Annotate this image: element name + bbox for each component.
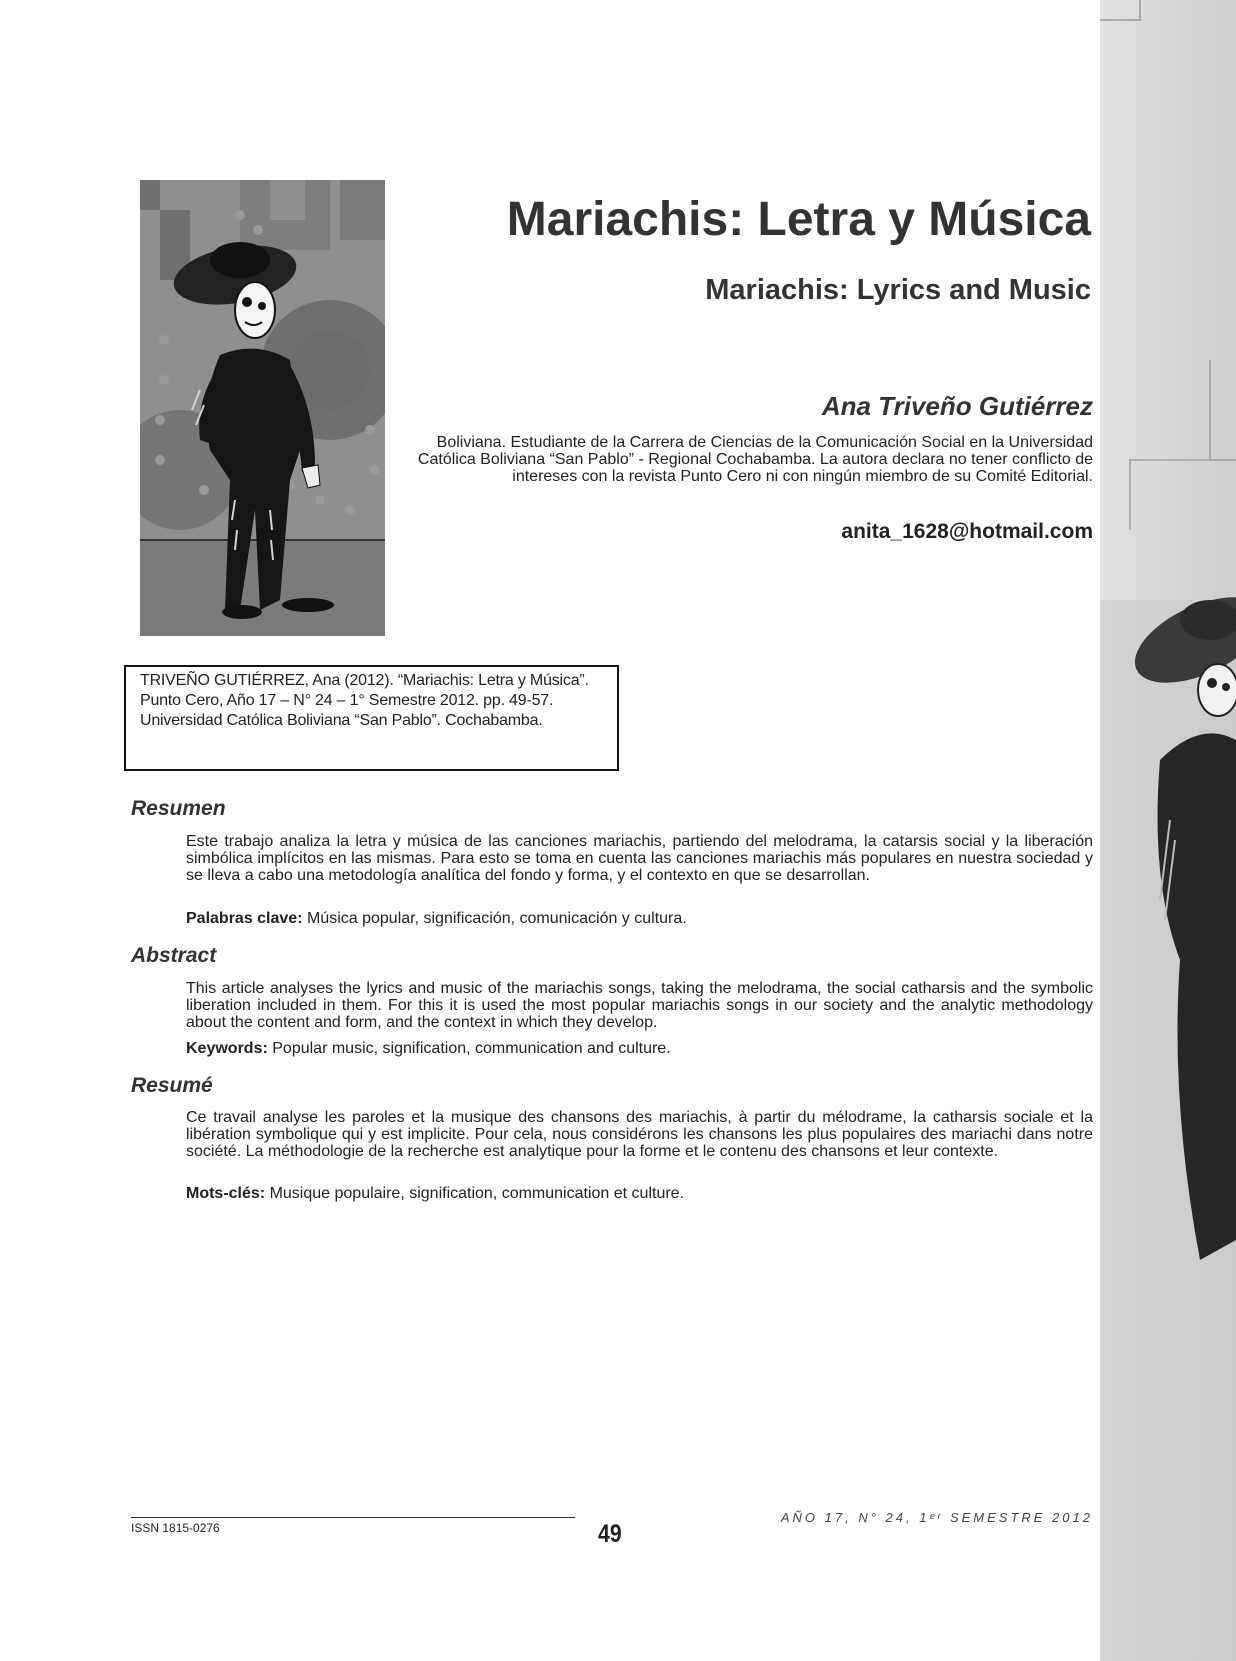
author-name: Ana Triveño Gutiérrez (821, 391, 1093, 421)
citation-line: TRIVEÑO GUTIÉRREZ, Ana (2012). “Mariachis: Letra y Música”. (140, 672, 589, 689)
decorative-side-band (1100, 0, 1236, 1661)
issue-info: AÑO 17, N° 24, 1ᵉʳ SEMESTRE 2012 (780, 1510, 1093, 1525)
author-email[interactable]: anita_1628@hotmail.com (841, 520, 1093, 543)
keywords-text: Popular music, signification, communication and culture. (267, 1040, 671, 1057)
article-title: Mariachis: Letra y Música (506, 193, 1091, 246)
citation-box (124, 665, 619, 771)
keywords-label: Keywords: (186, 1040, 268, 1057)
resumen-keywords (186, 910, 1093, 927)
citation-line: Universidad Católica Boliviana “San Pablo”. Cochabamba. (140, 712, 543, 729)
resumen-heading: Resumen (131, 797, 226, 820)
keywords-label: Mots-clés: (186, 1185, 266, 1202)
page-number: 49 (598, 1520, 622, 1548)
resume-text: Ce travail analyse les paroles et la musique des chansons des mariachis, à partir du mélodrame, la catharsis sociale et la libération symbolique qui y est implicite. Pour cela, nous considérons les chansons les plus populaires des mariachi dans notre société. La méthodologie de la recherche est analytique pour la forme et le contenu des chansons et leur contexte. (186, 1109, 1093, 1160)
author-affiliation: Boliviana. Estudiante de la Carrera de Ciencias de la Comunicación Social en la Universidad Católica Boliviana “San Pablo” - Regional Cochabamba. La autora declara no tener conflicto de intereses con la revista Punto Cero ni con ningún miembro de su Comité Editorial. (417, 434, 1093, 485)
abstract-text: This article analyses the lyrics and music of the mariachis songs, taking the melodrama, the social catharsis and the symbolic liberation included in them. For this it is used the most popular mariachis songs in our society and the analytic methodology about the content and form, and the context in which they develop. (186, 980, 1093, 1031)
abstract-heading: Abstract (131, 944, 217, 967)
keywords-label: Palabras clave: (186, 910, 303, 927)
side-mariachi-illustration (1100, 0, 1236, 1661)
resume-keywords (186, 1185, 1093, 1202)
abstract-keywords (186, 1040, 1093, 1057)
mariachi-illustration (140, 180, 385, 636)
footer-divider (131, 1517, 575, 1518)
keywords-text: Musique populaire, signification, communication et culture. (265, 1185, 685, 1202)
issn: ISSN 1815-0276 (131, 1521, 220, 1535)
citation-line: Punto Cero, Año 17 – N° 24 – 1° Semestre 2012. pp. 49-57. (140, 692, 554, 709)
article-subtitle: Mariachis: Lyrics and Music (705, 274, 1091, 306)
resume-heading: Resumé (131, 1074, 213, 1097)
resumen-text: Este trabajo analiza la letra y música de las canciones mariachis, partiendo del melodrama, la catarsis social y la liberación simbólica implícitos en las mismas. Para esto se toma en cuenta las canciones mariachis más populares en nuestra sociedad y se lleva a cabo una metodología analítica del fondo y forma, y el contexto en que se desarrollan. (186, 833, 1093, 884)
keywords-text: Música popular, significación, comunicación y cultura. (302, 910, 687, 927)
